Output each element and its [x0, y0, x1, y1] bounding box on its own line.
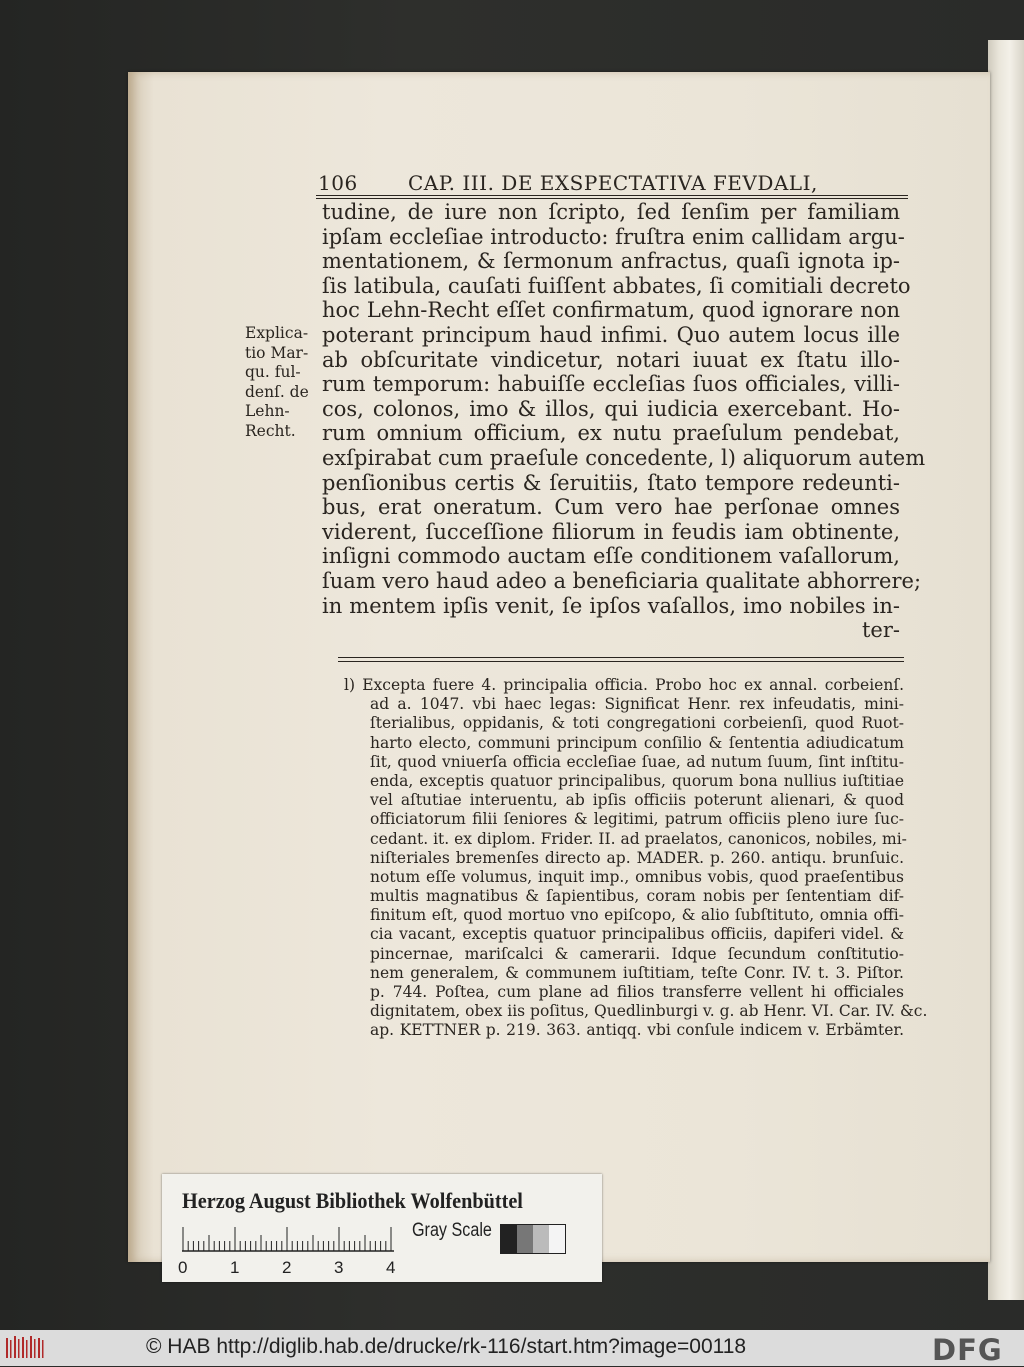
body-line: in mentem ipſis venit, ſe ipſos vaſallos, imo nobiles in- — [322, 593, 900, 618]
footnote-line: nem generalem, & communem iuſtitiam, teſte Conr. IV. t. 3. Piſtor. — [370, 963, 904, 982]
body-line: inſigni commodo auctam eſſe conditionem vaſallorum, — [322, 544, 900, 569]
viewer-footer — [0, 1330, 1024, 1366]
dfg-logo: DFG — [932, 1333, 1003, 1367]
footnote-line: ap. KETTNER p. 219. 363. antiqq. vbi conſule indicem v. Erbämter. — [370, 1021, 904, 1040]
footnote-line: ad a. 1047. vbi haec legas: Significat Henr. rex infeudatis, mini- — [370, 695, 904, 714]
swatch-cell — [549, 1225, 565, 1253]
book-page-edges — [988, 40, 1024, 1300]
swatch-cell — [517, 1225, 533, 1253]
footnote-line: ſterialibus, oppidanis, & toti congregationi corbeienſi, quod Ruot- — [370, 714, 904, 733]
footnote — [344, 676, 928, 1041]
margin-note-line: qu. ful- — [245, 363, 301, 381]
footnote-line: p. 744. Poſtea, cum plane ad filios transferre vellent hi officiales — [370, 983, 904, 1001]
body-line: ſuam vero haud adeo a beneficiaria qualitate abhorrere; — [322, 568, 922, 593]
swatch-cell — [533, 1225, 549, 1253]
margin-note-line: Recht. — [245, 421, 296, 440]
ruler-number: 4 — [386, 1258, 396, 1277]
body-line: ipſam eccleſiae introducto: fruſtra enim callidam argu- — [322, 224, 905, 249]
body-line: tudine, de iure non ſcripto, ſed ſenſim per familiam — [322, 200, 900, 224]
footnote-line: vel aſtutiae interuentu, ab ipſis officiis poterunt alienari, & quod — [370, 791, 904, 810]
body-line: rum temporum: habuiſſe eccleſias ſuos officiales, villi- — [322, 372, 900, 397]
margin-note-line: Explica- — [245, 324, 309, 342]
footnote-line: dignitatem, obex iis poſitus, Quedlinburgi v. g. ab Henr. VI. Car. IV. &c. — [370, 1002, 928, 1021]
footnote-line: officiatorum filii ſeniores & legitimi, patrum officiis pleno iure ſuc- — [370, 810, 904, 829]
running-header — [316, 171, 906, 197]
margin-note-line: tio Mar- — [245, 343, 309, 362]
footnote-rule — [338, 657, 904, 662]
ruler-number: 0 — [178, 1258, 188, 1277]
catchword: ter- — [861, 618, 900, 643]
body-line: ſis latibula, cauſati fuiſſent abbates, ſi comitiali decreto — [322, 273, 911, 298]
body-line: ab obſcuritate vindicetur, notari iuuat ex ſtatu illo- — [322, 347, 900, 372]
footnote-line: l) Excepta fuere 4. principalia officia. Probo hoc ex annal. corbeienſ. — [344, 676, 904, 694]
footnote-line: cia vacant, exceptis quatuor principalibus officiis, dapiferi videl. & — [370, 925, 904, 944]
ruler-number: 3 — [334, 1258, 344, 1277]
page-number: 106 — [318, 171, 358, 195]
body-line: hoc Lehn-Recht eſſet confirmatum, quod ignorare non — [322, 298, 900, 323]
body-line: viderent, ſucceſſione filiorum in feudis iam obtinente, — [322, 519, 900, 544]
margin-note-line: Lehn- — [245, 402, 290, 420]
footnote-line: harto electo, communi principum conſilio & ſententia adiudicatum — [370, 733, 904, 752]
footnote-line: enda, exceptis quatuor principalibus, quorum bona nullius iuſtitiae — [370, 771, 904, 790]
gray-scale-label: Gray Scale — [412, 1220, 492, 1241]
body-line: rum omnium officium, ex nutu praeſulum pendebat, — [322, 421, 900, 446]
scale-ruler — [182, 1226, 396, 1252]
body-line: cos, colonos, imo & illos, qui iudicia exercebant. Ho- — [322, 396, 900, 421]
body-line: penſionibus certis & ſeruitiis, ſtato tempore redeunti- — [322, 470, 900, 495]
footnote-line: pincernae, mariſcalci & camerarii. Idque ſecundum conſtitutio- — [370, 944, 904, 963]
library-name: Herzog August Bibliothek Wolfenbüttel — [182, 1188, 523, 1213]
color-reference-card — [162, 1174, 602, 1282]
body-text — [322, 200, 926, 643]
margin-note — [245, 324, 319, 441]
ruler-number: 1 — [230, 1258, 240, 1277]
footnote-line: niſteriales bremenſes directo ap. MADER. p. 260. antiqu. brunſuic. — [370, 848, 904, 867]
ruler-numbers — [178, 1258, 418, 1278]
hab-logo-icon — [6, 1336, 46, 1360]
header-rule — [316, 195, 908, 199]
copyright-link[interactable]: © HAB http://diglib.hab.de/drucke/rk-116/start.htm?image=00118 — [146, 1335, 747, 1358]
swatch-cell — [501, 1225, 517, 1253]
margin-note-line: denſ. de — [245, 382, 309, 401]
footnote-line: finitum eſt, quod mortuo vno epiſcopo, & alio ſubſtituto, omnia offi- — [370, 906, 904, 925]
body-line: exſpirabat cum praeſule concedente, l) aliquorum autem — [322, 445, 926, 470]
ruler-number: 2 — [282, 1258, 292, 1277]
chapter-title: CAP. III. DE EXSPECTATIVA FEVDALI, — [408, 171, 818, 195]
body-line: bus, erat oneratum. Cum vero hae perſonae omnes — [322, 495, 900, 520]
body-line: poterant principum haud infimi. Quo autem locus ille — [322, 322, 900, 347]
footnote-line: notum eſſe volumus, inquit imp., omnibus vobis, quod praeſentibus — [370, 867, 904, 886]
body-line: mentationem, & ſermonum anfractus, quaſi ignota ip- — [322, 249, 900, 274]
footnote-line: ſit, quod vniuerſa officia eccleſiae ſuae, ad nutum ſuum, ſint inſtitu- — [370, 752, 904, 771]
gray-scale-swatch — [500, 1224, 566, 1254]
footnote-line: multis magnatibus & ſapientibus, coram nobis per ſententiam dif- — [370, 887, 904, 906]
footnote-line: cedant. it. ex diplom. Frider. II. ad praelatos, canonicos, nobiles, mi- — [370, 829, 907, 848]
